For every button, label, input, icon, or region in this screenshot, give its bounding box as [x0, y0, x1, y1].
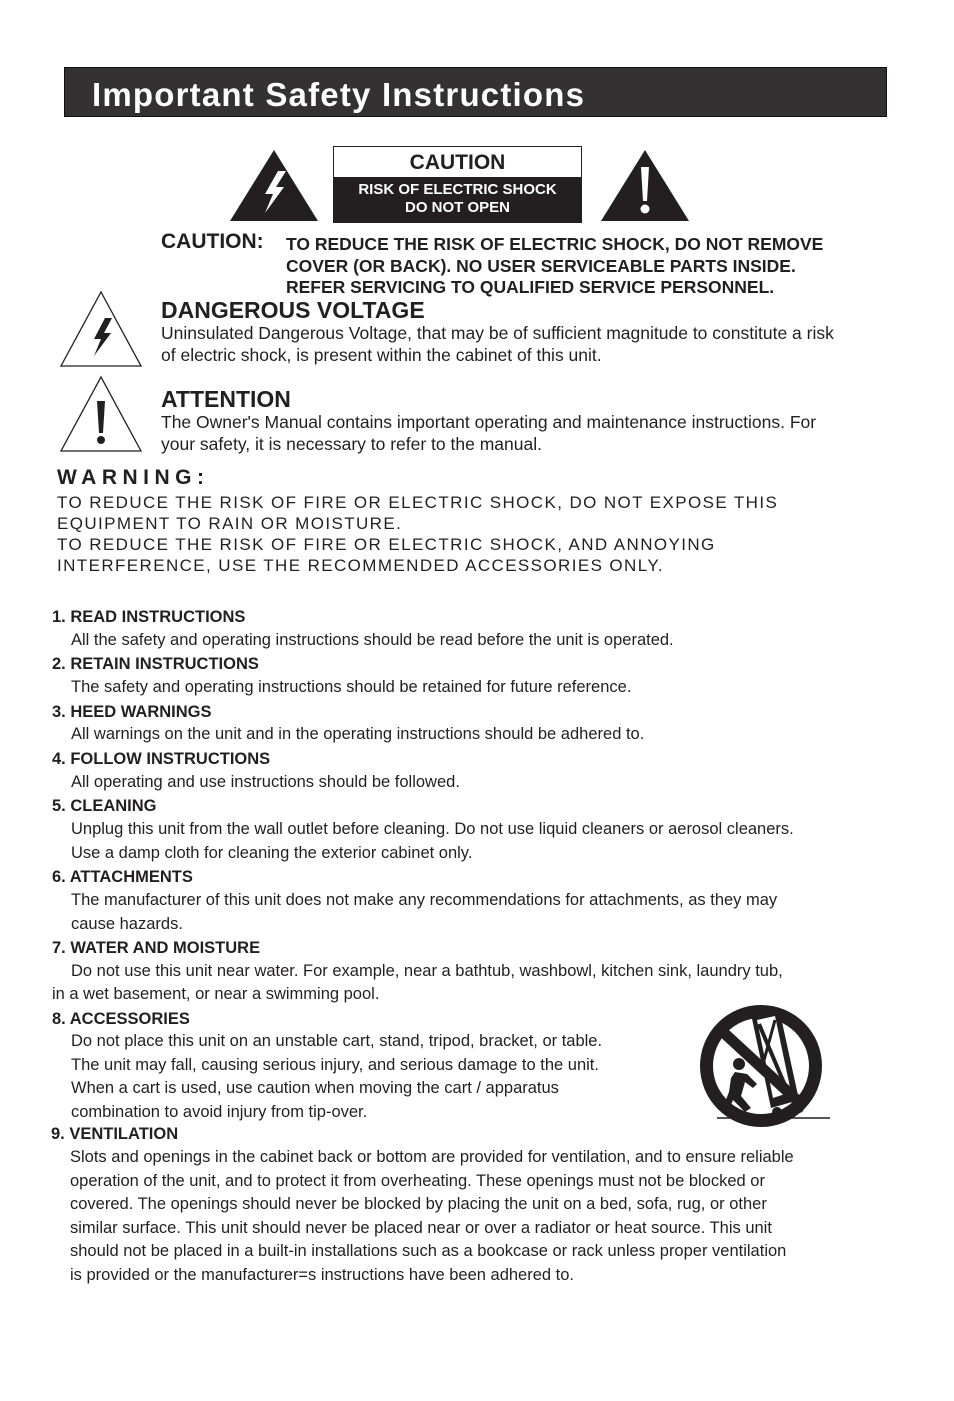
item-line: covered. The openings should never be blocked by placing the unit on a bed, sofa, rug, or other	[70, 1195, 767, 1213]
item-heading: 5. CLEANING	[52, 797, 157, 815]
dangerous-voltage-line: Uninsulated Dangerous Voltage, that may be of sufficient magnitude to constitute a risk	[161, 323, 834, 343]
dangerous-voltage-heading: DANGEROUS VOLTAGE	[161, 297, 425, 323]
item-line: similar surface. This unit should never be placed near or over a radiator or heat source. This unit	[70, 1218, 772, 1237]
exclamation-outline-triangle-icon	[59, 375, 143, 453]
caution-heading: CAUTION:	[161, 230, 264, 253]
item-line: Slots and openings in the cabinet back or bottom are provided for ventilation, and to ensure reliable	[70, 1148, 794, 1166]
item-text	[71, 629, 674, 653]
caution-box-body	[334, 177, 581, 222]
item-line: All the safety and operating instructions should be read before the unit is operated.	[71, 631, 674, 649]
warning-line: TO REDUCE THE RISK OF FIRE OR ELECTRIC SHOCK, DO NOT EXPOSE THIS	[57, 493, 779, 512]
caution-box-line2: DO NOT OPEN	[404, 199, 510, 216]
item-text	[71, 818, 794, 865]
page-title-bar	[64, 67, 887, 117]
lightning-triangle-icon	[229, 149, 319, 222]
item-line: All operating and use instructions should be followed.	[71, 773, 460, 791]
exclamation-triangle-icon	[600, 149, 690, 222]
item-text	[71, 889, 777, 936]
item-heading: 4. FOLLOW INSTRUCTIONS	[52, 750, 271, 768]
item-heading: 1. READ INSTRUCTIONS	[52, 608, 246, 626]
warning-heading: WARNING:	[57, 466, 210, 489]
attention-heading: ATTENTION	[161, 386, 291, 412]
item-line: Use a damp cloth for cleaning the exterior cabinet only.	[71, 843, 473, 862]
caution-line: TO REDUCE THE RISK OF ELECTRIC SHOCK, DO NOT REMOVE	[286, 234, 824, 254]
item-text	[52, 983, 379, 1007]
item-line: All warnings on the unit and in the operating instructions should be adhered to.	[71, 725, 645, 743]
caution-box-line1: RISK OF ELECTRIC SHOCK	[358, 181, 557, 198]
caution-box-head: CAUTION	[409, 151, 506, 174]
dangerous-voltage-line: of electric shock, is present within the cabinet of this unit.	[161, 344, 602, 365]
attention-text	[161, 412, 816, 455]
item-line: The manufacturer of this unit does not make any recommendations for attachments, as they may	[71, 891, 778, 909]
item-line: combination to avoid injury from tip-over.	[71, 1102, 368, 1121]
warning-line: EQUIPMENT TO RAIN OR MOISTURE.	[57, 514, 403, 533]
item-text	[71, 676, 631, 700]
attention-line: The Owner's Manual contains important operating and maintenance instructions. For	[161, 412, 817, 432]
warning-line: INTERFERENCE, USE THE RECOMMENDED ACCESSORIES ONLY.	[57, 556, 664, 575]
item-line: is provided or the manufacturer=s instructions have been adhered to.	[70, 1265, 575, 1284]
item-heading: 3. HEED WARNINGS	[52, 703, 212, 721]
page-title: Important Safety Instructions	[92, 76, 586, 113]
item-heading: 2. RETAIN INSTRUCTIONS	[52, 655, 259, 673]
item-line: Do not use this unit near water. For example, near a bathtub, washbowl, kitchen sink, laundry tub,	[71, 962, 783, 980]
item-line: When a cart is used, use caution when moving the cart / apparatus	[71, 1079, 559, 1097]
caution-line: COVER (OR BACK). NO USER SERVICEABLE PARTS INSIDE.	[286, 255, 796, 276]
cart-tip-over-icon	[699, 1004, 831, 1130]
caution-text	[286, 234, 823, 299]
warning-text	[57, 492, 778, 576]
item-line: in a wet basement, or near a swimming pool.	[52, 985, 380, 1003]
item-text	[71, 960, 783, 984]
item-heading: 9. VENTILATION	[51, 1125, 179, 1143]
item-text	[71, 771, 460, 795]
item-line: The safety and operating instructions should be retained for future reference.	[71, 678, 632, 696]
item-text	[70, 1146, 794, 1287]
dangerous-voltage-text	[161, 323, 834, 366]
warning-line: TO REDUCE THE RISK OF FIRE OR ELECTRIC SHOCK, AND ANNOYING	[57, 535, 716, 554]
item-line: The unit may fall, causing serious injury, and serious damage to the unit.	[71, 1055, 599, 1074]
item-line: Unplug this unit from the wall outlet before cleaning. Do not use liquid cleaners or aerosol cleaners.	[71, 820, 794, 838]
item-heading: 8. ACCESSORIES	[52, 1010, 190, 1028]
item-line: cause hazards.	[71, 914, 183, 933]
lightning-outline-triangle-icon	[59, 290, 143, 368]
item-text	[71, 723, 644, 747]
item-heading: 6. ATTACHMENTS	[52, 868, 193, 886]
caution-line: REFER SERVICING TO QUALIFIED SERVICE PERSONNEL.	[286, 277, 775, 297]
attention-line: your safety, it is necessary to refer to the manual.	[161, 433, 542, 454]
caution-label-box	[333, 146, 582, 223]
item-line: Do not place this unit on an unstable cart, stand, tripod, bracket, or table.	[71, 1032, 603, 1050]
item-line: should not be placed in a built-in installations such as a bookcase or rack unless proper ventilation	[70, 1242, 787, 1260]
item-line: operation of the unit, and to protect it from overheating. These openings must not be blocked or	[70, 1171, 765, 1190]
item-heading: 7. WATER AND MOISTURE	[52, 939, 261, 957]
item-text	[71, 1030, 602, 1124]
